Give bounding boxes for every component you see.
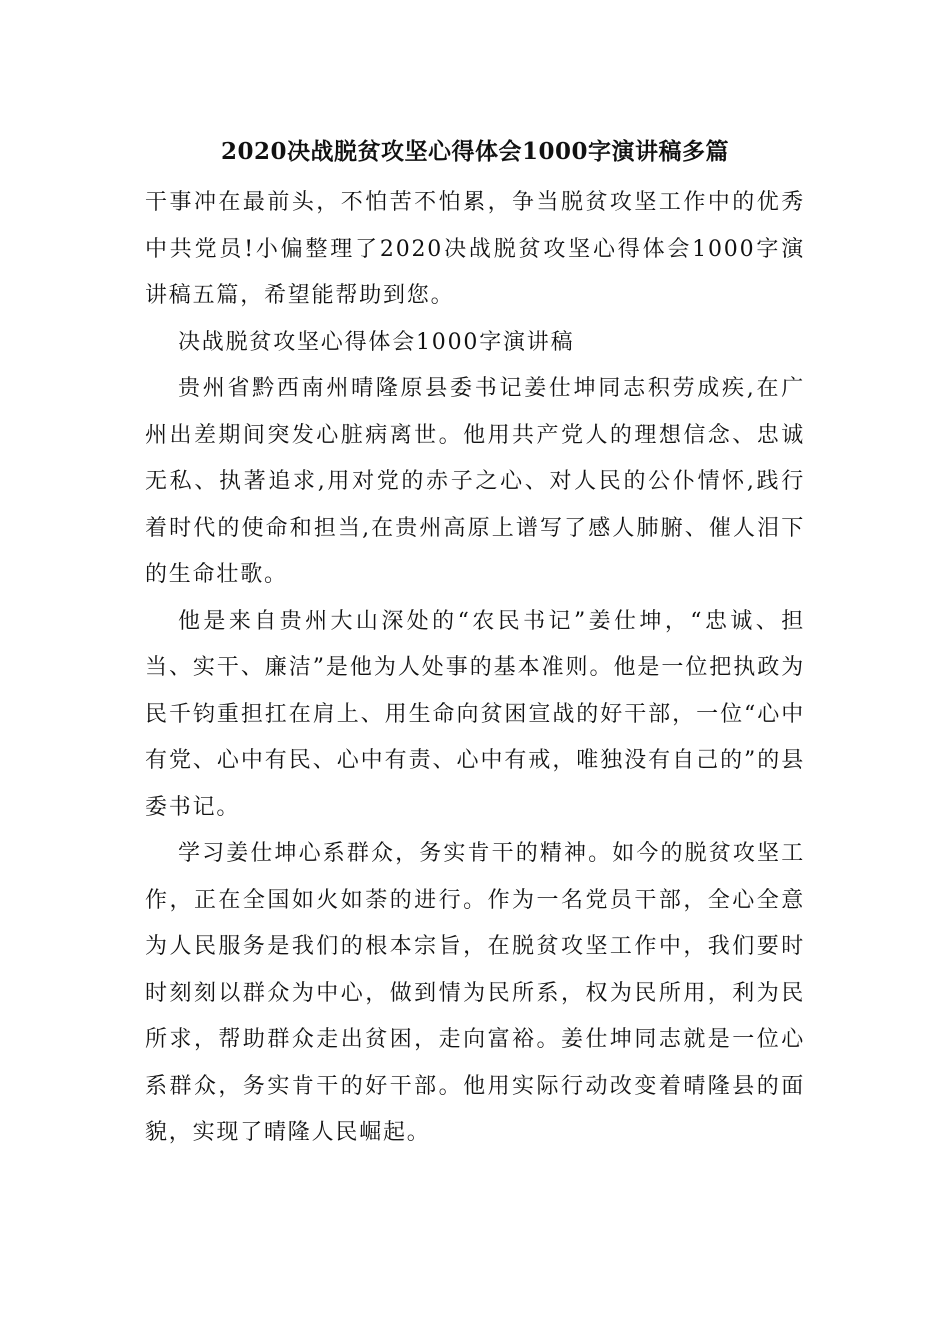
body-paragraph: 学习姜仕坤心系群众，务实肯干的精神。如今的脱贫攻坚工作，正在全国如火如荼的进行。作为一名党员干部，全心全意为人民服务是我们的根本宗旨，在脱贫攻坚工作中，我们要时时刻刻以群众为中心，做到情为民所系，权为民所用，利为民所求，帮助群众走出贫困，走向富裕。姜仕坤同志就是一位心系群众，务实肯干的好干部。他用实际行动改变着晴隆县的面貌，实现了晴隆人民崛起。 <box>145 841 805 1145</box>
intro-paragraph: 干事冲在最前头，不怕苦不怕累，争当脱贫攻坚工作中的优秀中共党员!小偏整理了2020决战脱贫攻坚心得体会1000字演讲稿五篇，希望能帮助到您。 <box>145 190 805 308</box>
document-title: 2020决战脱贫攻坚心得体会1000字演讲稿多篇 <box>220 138 730 165</box>
document-body <box>145 180 805 1157</box>
body-paragraph: 贵州省黔西南州晴隆原县委书记姜仕坤同志积劳成疾,在广州出差期间突发心脏病离世。他用共产党人的理想信念、忠诚无私、执著追求,用对党的赤子之心、对人民的公仆情怀,践行着时代的使命和担当,在贵州高原上谱写了感人肺腑、催人泪下的生命壮歌。 <box>145 376 805 587</box>
body-paragraph: 他是来自贵州大山深处的“农民书记”姜仕坤，“忠诚、担当、实干、廉洁”是他为人处事的基本准则。他是一位把执政为民千钧重担扛在肩上、用生命向贫困宣战的好干部，一位“心中有党、心中有民、心中有责、心中有戒，唯独没有自己的”的县委书记。 <box>145 608 805 820</box>
section-heading: 决战脱贫攻坚心得体会1000字演讲稿 <box>178 329 575 355</box>
